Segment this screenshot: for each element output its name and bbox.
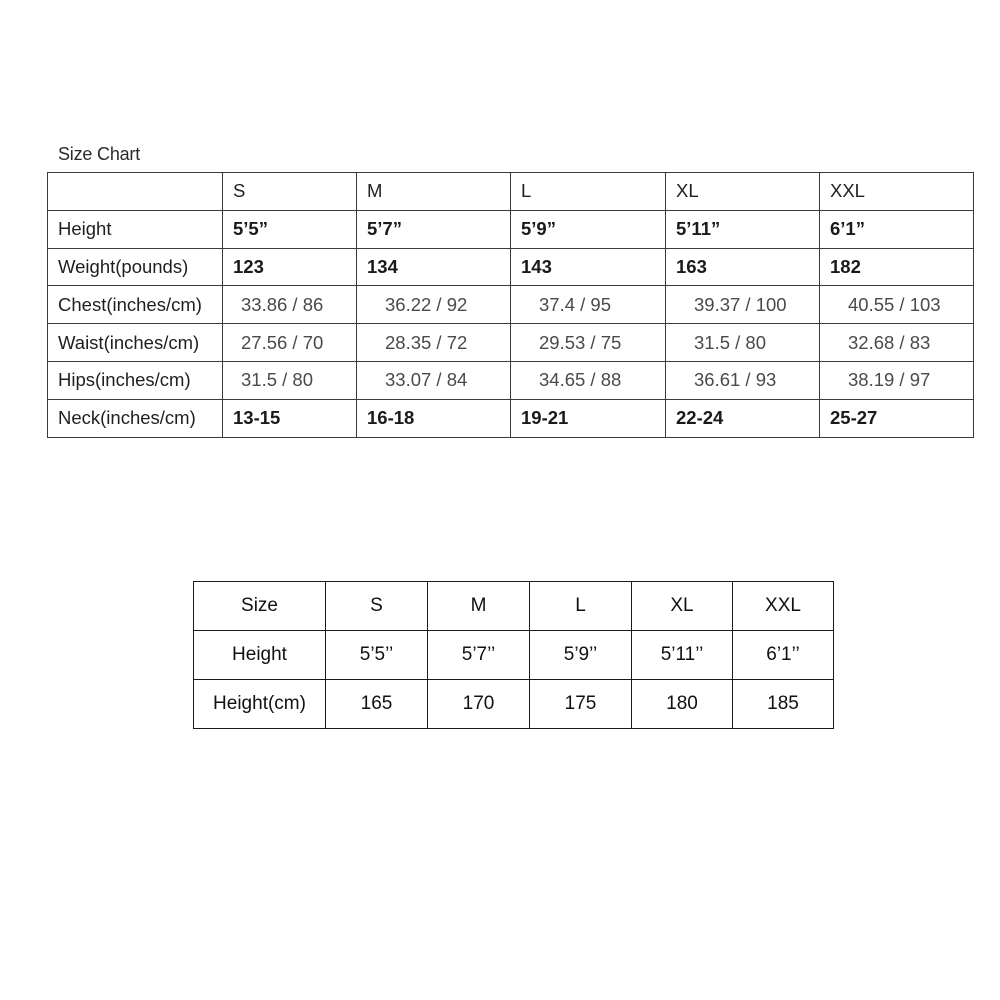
header-cell-m: M [357,173,511,211]
size-chart-table [47,172,974,438]
cell-waist-s: 27.56 / 70 [223,324,357,362]
cell-height-s: 5’5’’ [326,631,428,680]
cell-height-xxl: 6’1’’ [733,631,834,680]
row-label-height: Height [48,210,223,248]
header-cell-size: Size [194,582,326,631]
cell-height-l: 5’9” [511,210,666,248]
cell-hips-s: 31.5 / 80 [223,361,357,399]
cell-neck-xxl: 25-27 [820,399,974,437]
cell-height-l: 5’9’’ [530,631,632,680]
row-label-waist: Waist(inches/cm) [48,324,223,362]
header-cell-xxl: XXL [733,582,834,631]
cell-weight-xxl: 182 [820,248,974,286]
row-label-chest: Chest(inches/cm) [48,286,223,324]
row-label-weight: Weight(pounds) [48,248,223,286]
header-cell-xl: XL [632,582,733,631]
header-cell-xxl: XXL [820,173,974,211]
row-label-hips: Hips(inches/cm) [48,361,223,399]
height-conversion-table [193,581,834,729]
height-table-header-row [194,582,834,631]
header-cell-l: L [511,173,666,211]
cell-weight-s: 123 [223,248,357,286]
size-chart-header-row [48,173,974,211]
cell-chest-xxl: 40.55 / 103 [820,286,974,324]
cell-height-xxl: 6’1” [820,210,974,248]
cell-waist-xl: 31.5 / 80 [666,324,820,362]
table-row-weight [48,248,974,286]
table-row-height-cm [194,680,834,729]
cell-weight-l: 143 [511,248,666,286]
cell-chest-xl: 39.37 / 100 [666,286,820,324]
cell-neck-s: 13-15 [223,399,357,437]
cell-height-xl: 5’11’’ [632,631,733,680]
cell-height-xl: 5’11” [666,210,820,248]
header-cell-s: S [326,582,428,631]
cell-neck-m: 16-18 [357,399,511,437]
cell-height-cm-xl: 180 [632,680,733,729]
cell-hips-xl: 36.61 / 93 [666,361,820,399]
cell-hips-m: 33.07 / 84 [357,361,511,399]
cell-waist-xxl: 32.68 / 83 [820,324,974,362]
cell-chest-m: 36.22 / 92 [357,286,511,324]
cell-height-cm-m: 170 [428,680,530,729]
cell-height-m: 5’7’’ [428,631,530,680]
table-row-height [48,210,974,248]
size-chart-title: Size Chart [58,144,141,164]
table-row-hips [48,361,974,399]
table-row-chest [48,286,974,324]
cell-height-s: 5’5” [223,210,357,248]
row-label-height: Height [194,631,326,680]
row-label-neck: Neck(inches/cm) [48,399,223,437]
cell-waist-l: 29.53 / 75 [511,324,666,362]
cell-height-cm-l: 175 [530,680,632,729]
cell-height-cm-s: 165 [326,680,428,729]
header-cell-empty [48,173,223,211]
cell-chest-s: 33.86 / 86 [223,286,357,324]
cell-neck-l: 19-21 [511,399,666,437]
cell-height-m: 5’7” [357,210,511,248]
header-cell-xl: XL [666,173,820,211]
cell-hips-l: 34.65 / 88 [511,361,666,399]
cell-neck-xl: 22-24 [666,399,820,437]
table-row-height [194,631,834,680]
cell-hips-xxl: 38.19 / 97 [820,361,974,399]
cell-height-cm-xxl: 185 [733,680,834,729]
table-row-neck [48,399,974,437]
header-cell-m: M [428,582,530,631]
cell-waist-m: 28.35 / 72 [357,324,511,362]
cell-weight-xl: 163 [666,248,820,286]
header-cell-s: S [223,173,357,211]
cell-weight-m: 134 [357,248,511,286]
header-cell-l: L [530,582,632,631]
table-row-waist [48,324,974,362]
row-label-height-cm: Height(cm) [194,680,326,729]
cell-chest-l: 37.4 / 95 [511,286,666,324]
